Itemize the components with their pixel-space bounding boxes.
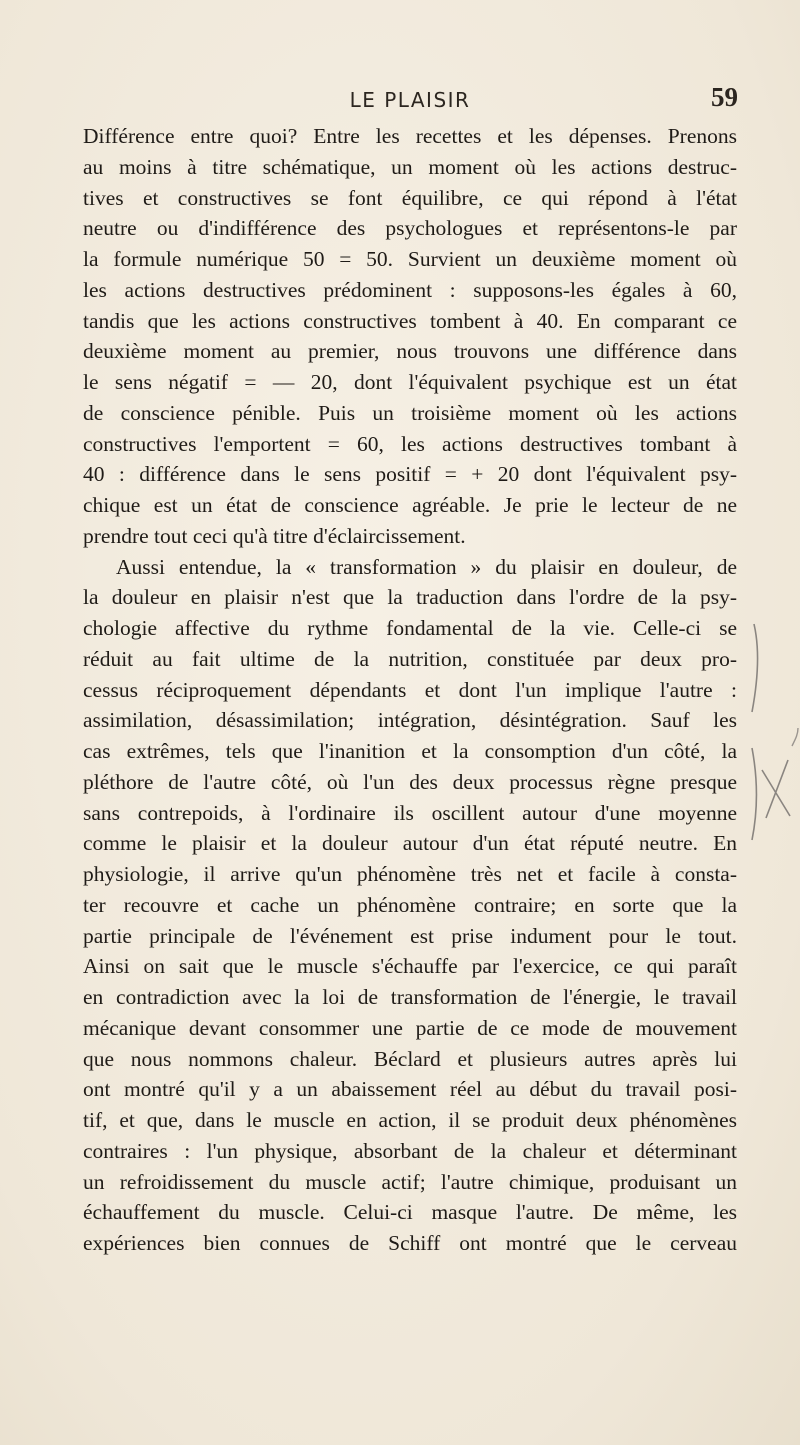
text-line: assimilation, désassimilation; intégration, désintégration. Sauf les bbox=[83, 708, 737, 733]
text-line: neutre ou d'indifférence des psychologues et représentons-le par bbox=[83, 216, 737, 241]
text-line: échauffement du muscle. Celui-ci masque l'autre. De même, les bbox=[83, 1200, 737, 1225]
body-text bbox=[83, 121, 737, 1259]
text-line: cessus réciproquement dépendants et dont l'un implique l'autre : bbox=[83, 677, 737, 702]
text-line: 40 : différence dans le sens positif = + 20 dont l'équivalent psy- bbox=[83, 462, 737, 487]
pencil-bracket-upper bbox=[752, 624, 758, 712]
running-head bbox=[80, 82, 740, 118]
text-line: réduit au fait ultime de la nutrition, constituée par deux pro- bbox=[83, 646, 737, 671]
pencil-tick-mark bbox=[792, 728, 798, 746]
text-line: expériences bien connues de Schiff ont montré que le cerveau bbox=[83, 1231, 737, 1255]
pencil-margin-marks bbox=[740, 620, 800, 860]
text-line: mécanique devant consommer une partie de ce mode de mouvement bbox=[83, 1015, 737, 1040]
text-line: la formule numérique 50 = 50. Survient un deuxième moment où bbox=[83, 247, 737, 271]
text-line: le sens négatif = — 20, dont l'équivalent psychique est un état bbox=[83, 370, 737, 394]
page-number: 59 bbox=[711, 82, 738, 112]
text-line: cas extrêmes, tels que l'inanition et la consomption d'un côté, la bbox=[83, 739, 737, 763]
text-line: partie principale de l'événement est prise indument pour le tout. bbox=[83, 923, 737, 948]
text-line: tif, et que, dans le muscle en action, il se produit deux phénomènes bbox=[83, 1108, 737, 1132]
chapter-title: LE PLAISIR bbox=[349, 88, 471, 112]
text-line: prendre tout ceci qu'à titre d'éclaircissement. bbox=[83, 523, 466, 548]
text-line: de conscience pénible. Puis un troisième moment où les actions bbox=[83, 400, 737, 425]
text-line: Aussi entendue, la « transformation » du plaisir en douleur, de bbox=[116, 554, 737, 579]
text-line: un refroidissement du muscle actif; l'autre chimique, produisant un bbox=[83, 1169, 737, 1194]
text-line: tives et constructives se font équilibre, ce qui répond à l'état bbox=[83, 185, 737, 210]
text-line: les actions destructives prédominent : supposons-les égales à 60, bbox=[83, 277, 737, 302]
text-line: Différence entre quoi? Entre les recettes et les dépenses. Prenons bbox=[83, 124, 737, 148]
text-line: constructives l'emportent = 60, les actions destructives tombant à bbox=[83, 431, 737, 456]
pencil-cross-mark bbox=[762, 760, 790, 818]
text-line: contraires : l'un physique, absorbant de la chaleur et déterminant bbox=[83, 1138, 737, 1163]
text-line: deuxième moment au premier, nous trouvons une différence dans bbox=[83, 339, 737, 364]
text-line: en contradiction avec la loi de transformation de l'énergie, le travail bbox=[83, 985, 737, 1009]
text-line: sans contrepoids, à l'ordinaire ils oscillent autour d'une moyenne bbox=[83, 800, 737, 825]
text-line: la douleur en plaisir n'est que la traduction dans l'ordre de la psy- bbox=[83, 585, 737, 610]
text-line: Ainsi on sait que le muscle s'échauffe par l'exercice, ce qui paraît bbox=[83, 954, 737, 979]
text-line: au moins à titre schématique, un moment où les actions destruc- bbox=[83, 154, 737, 179]
text-line: tandis que les actions constructives tombent à 40. En comparant ce bbox=[83, 308, 737, 333]
text-line: physiologie, il arrive qu'un phénomène très net et facile à consta- bbox=[83, 862, 737, 886]
text-line: pléthore de l'autre côté, où l'un des deux processus règne presque bbox=[83, 769, 737, 794]
text-line: comme le plaisir et la douleur autour d'un état réputé neutre. En bbox=[83, 831, 737, 856]
text-line: chologie affective du rythme fondamental de la vie. Celle-ci se bbox=[83, 616, 737, 640]
text-line: ont montré qu'il y a un abaissement réel au début du travail posi- bbox=[83, 1077, 737, 1102]
text-line: que nous nommons chaleur. Béclard et plusieurs autres après lui bbox=[83, 1046, 737, 1071]
pencil-bracket-lower bbox=[752, 748, 757, 840]
text-line: ter recouvre et cache un phénomène contraire; en sorte que la bbox=[83, 892, 737, 917]
text-line: chique est un état de conscience agréable. Je prie le lecteur de ne bbox=[83, 493, 737, 517]
